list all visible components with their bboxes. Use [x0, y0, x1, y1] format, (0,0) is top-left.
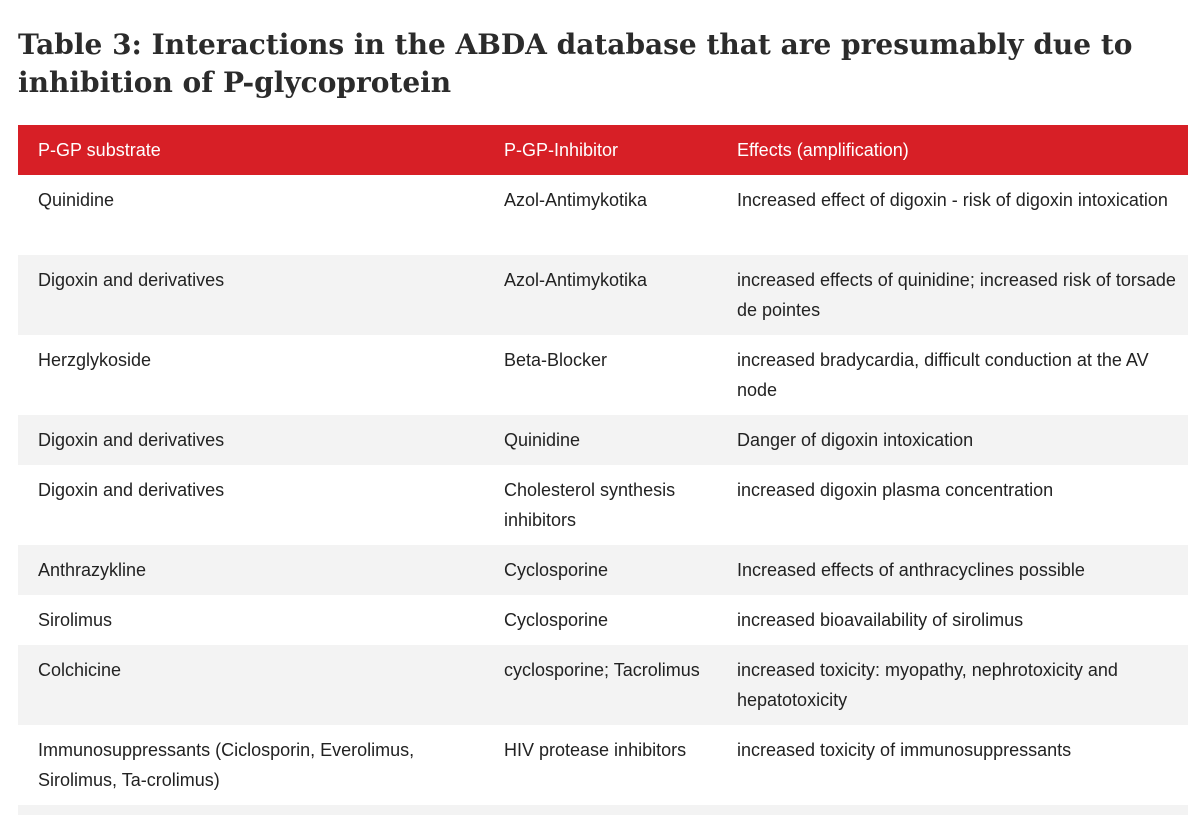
cell-substrate: Immunosuppressants (Ciclosporin, Everolimus, Sirolimus, Ta-crolimus)	[18, 725, 484, 805]
cell-substrate: Sirolimus	[18, 595, 484, 645]
table-body	[18, 175, 1188, 815]
header-effects: Effects (amplification)	[717, 125, 1188, 175]
cell-inhibitor: HIV protease inhibitors	[484, 725, 717, 805]
cell-inhibitor: Cyclosporine	[484, 595, 717, 645]
cell-effects: Danger of digoxin intoxication	[717, 415, 1188, 465]
cell-inhibitor: Quinidine	[484, 415, 717, 465]
cell-substrate: Digoxin and derivatives	[18, 465, 484, 545]
table-row	[18, 725, 1188, 805]
cell-effects: increased toxicity of immunosuppressants	[717, 725, 1188, 805]
cell-inhibitor: Cyclosporine	[484, 545, 717, 595]
table-row	[18, 465, 1188, 545]
page-title: Table 3: Interactions in the ABDA database that are presumably due to inhibition of P-glycoprotein	[18, 28, 1133, 99]
cell-inhibitor: cyclosporine; Tacrolimus	[484, 645, 717, 725]
cell-empty	[18, 805, 484, 815]
interactions-table	[18, 125, 1188, 815]
table-row	[18, 645, 1188, 725]
cell-effects: increased bioavailability of sirolimus	[717, 595, 1188, 645]
table-row	[18, 595, 1188, 645]
cell-substrate: Colchicine	[18, 645, 484, 725]
cell-substrate: Anthrazykline	[18, 545, 484, 595]
table-row	[18, 545, 1188, 595]
cell-substrate: Digoxin and derivatives	[18, 255, 484, 335]
cell-substrate: Quinidine	[18, 175, 484, 255]
header-substrate: P-GP substrate	[18, 125, 484, 175]
cell-effects: increased digoxin plasma concentration	[717, 465, 1188, 545]
cell-effects: increased bradycardia, difficult conduction at the AV node	[717, 335, 1188, 415]
table-header	[18, 125, 1188, 175]
header-inhibitor: P-GP-Inhibitor	[484, 125, 717, 175]
cell-substrate: Digoxin and derivatives	[18, 415, 484, 465]
cell-inhibitor: Beta-Blocker	[484, 335, 717, 415]
table-row	[18, 415, 1188, 465]
cell-effects: increased effects of quinidine; increased risk of torsade de pointes	[717, 255, 1188, 335]
table-row	[18, 335, 1188, 415]
table-row	[18, 255, 1188, 335]
cell-empty	[484, 805, 717, 815]
cell-effects: increased toxicity: myopathy, nephrotoxicity and hepatotoxicity	[717, 645, 1188, 725]
cell-empty	[717, 805, 1188, 815]
cell-inhibitor: Azol-Antimykotika	[484, 175, 717, 255]
header-row	[18, 125, 1188, 175]
cell-inhibitor: Cholesterol synthesis inhibitors	[484, 465, 717, 545]
table-row	[18, 175, 1188, 255]
cell-substrate: Herzglykoside	[18, 335, 484, 415]
cell-inhibitor: Azol-Antimykotika	[484, 255, 717, 335]
cell-effects: Increased effects of anthracyclines possible	[717, 545, 1188, 595]
cell-effects: Increased effect of digoxin - risk of digoxin intoxication	[717, 175, 1188, 255]
table-row-partial	[18, 805, 1188, 815]
